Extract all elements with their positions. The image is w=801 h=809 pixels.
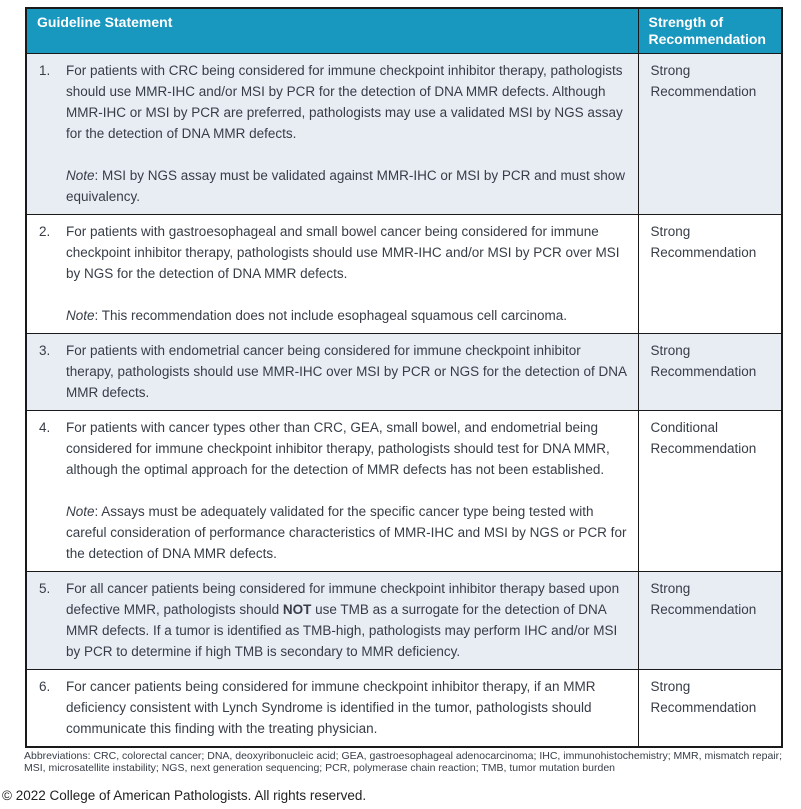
row-number: 1. — [39, 63, 51, 78]
header-row — [26, 8, 782, 54]
table-row — [26, 215, 782, 334]
row-number: 5. — [39, 581, 51, 596]
guideline-statement-cell — [26, 411, 638, 572]
strength-cell: Strong Recommendation — [638, 334, 782, 411]
header-cell-strength-of-recommendation: Strength of Recommendation — [638, 8, 782, 54]
table-row — [26, 334, 782, 411]
abbreviations-note: Abbreviations: CRC, colorectal cancer; DNA, deoxyribonucleic acid; GEA, gastroesophageal adenocarcinoma; IHC, immunohistochemistry; MMR, mismatch repair; MSI, microsatellite instability; NGS, next generation sequencing; PCR, polymerase chain reaction; TMB, tumor mutation burden — [24, 750, 783, 774]
strength-cell: Strong Recommendation — [638, 54, 782, 215]
guideline-statement-cell — [26, 54, 638, 215]
row-number: 3. — [39, 343, 51, 358]
header-cell-guideline-statement: Guideline Statement — [26, 8, 638, 54]
strength-cell: Strong Recommendation — [638, 215, 782, 334]
row-number: 4. — [39, 420, 51, 435]
statement-text: For cancer patients being considered for immune checkpoint inhibitor therapy, if an MMR deficiency consistent with Lynch Syndrome is identified in the tumor, pathologists should communicate this finding with the treating physician. — [66, 679, 596, 736]
guideline-table — [25, 7, 783, 748]
guideline-statement-cell — [26, 215, 638, 334]
guideline-statement-cell — [26, 334, 638, 411]
strength-cell: Strong Recommendation — [638, 572, 782, 670]
statement-text: For all cancer patients being considered for immune checkpoint inhibitor therapy based upon defective MMR, pathologists should NOT use TMB as a surrogate for the detection of DNA MMR defects. If a tumor is identified as TMB-high, pathologists may perform IHC and/or MSI by PCR to determine if high TMB is secondary to MMR deficiency. — [66, 581, 620, 659]
strength-cell: Strong Recommendation — [638, 670, 782, 748]
copyright-line: © 2022 College of American Pathologists. All rights reserved. — [2, 788, 367, 803]
table-row — [26, 54, 782, 215]
table-header — [26, 8, 782, 54]
guideline-statement-cell — [26, 572, 638, 670]
table-row — [26, 572, 782, 670]
statement-text: For patients with CRC being considered for immune checkpoint inhibitor therapy, pathologists should use MMR-IHC and/or MSI by PCR for the detection of DNA MMR defects. Although MMR-IHC or MSI by PCR are preferred, pathologists may use a validated MSI by NGS assay for the detection of DNA MMR defects. Note: MSI by NGS assay must be validated against MMR-IHC or MSI by PCR and must show equivalency. — [66, 63, 625, 204]
statement-text: For patients with endometrial cancer being considered for immune checkpoint inhibitor therapy, pathologists should use MMR-IHC over MSI by PCR or NGS for the detection of DNA MMR defects. — [66, 343, 627, 400]
row-number: 2. — [39, 224, 51, 239]
statement-text: For patients with gastroesophageal and small bowel cancer being considered for immune checkpoint inhibitor therapy, pathologists should use MMR-IHC and/or MSI by PCR over MSI by NGS for the detection of DNA MMR defects. Note: This recommendation does not include esophageal squamous cell carcinoma. — [66, 224, 620, 323]
table-row — [26, 411, 782, 572]
strength-cell: Conditional Recommendation — [638, 411, 782, 572]
table-row — [26, 670, 782, 748]
row-number: 6. — [39, 679, 51, 694]
guideline-rows — [26, 54, 782, 748]
guideline-statement-cell — [26, 670, 638, 748]
statement-text: For patients with cancer types other than CRC, GEA, small bowel, and endometrial being considered for immune checkpoint inhibitor therapy, pathologists should test for DNA MMR, although the optimal approach for the detection of MMR defects has not been established. Note: Assays must be adequately validated for the specific cancer type being tested with careful consideration of performance characteristics of MMR-IHC and MSI by NGS or PCR for the detection of DNA MMR defects. — [66, 420, 627, 561]
